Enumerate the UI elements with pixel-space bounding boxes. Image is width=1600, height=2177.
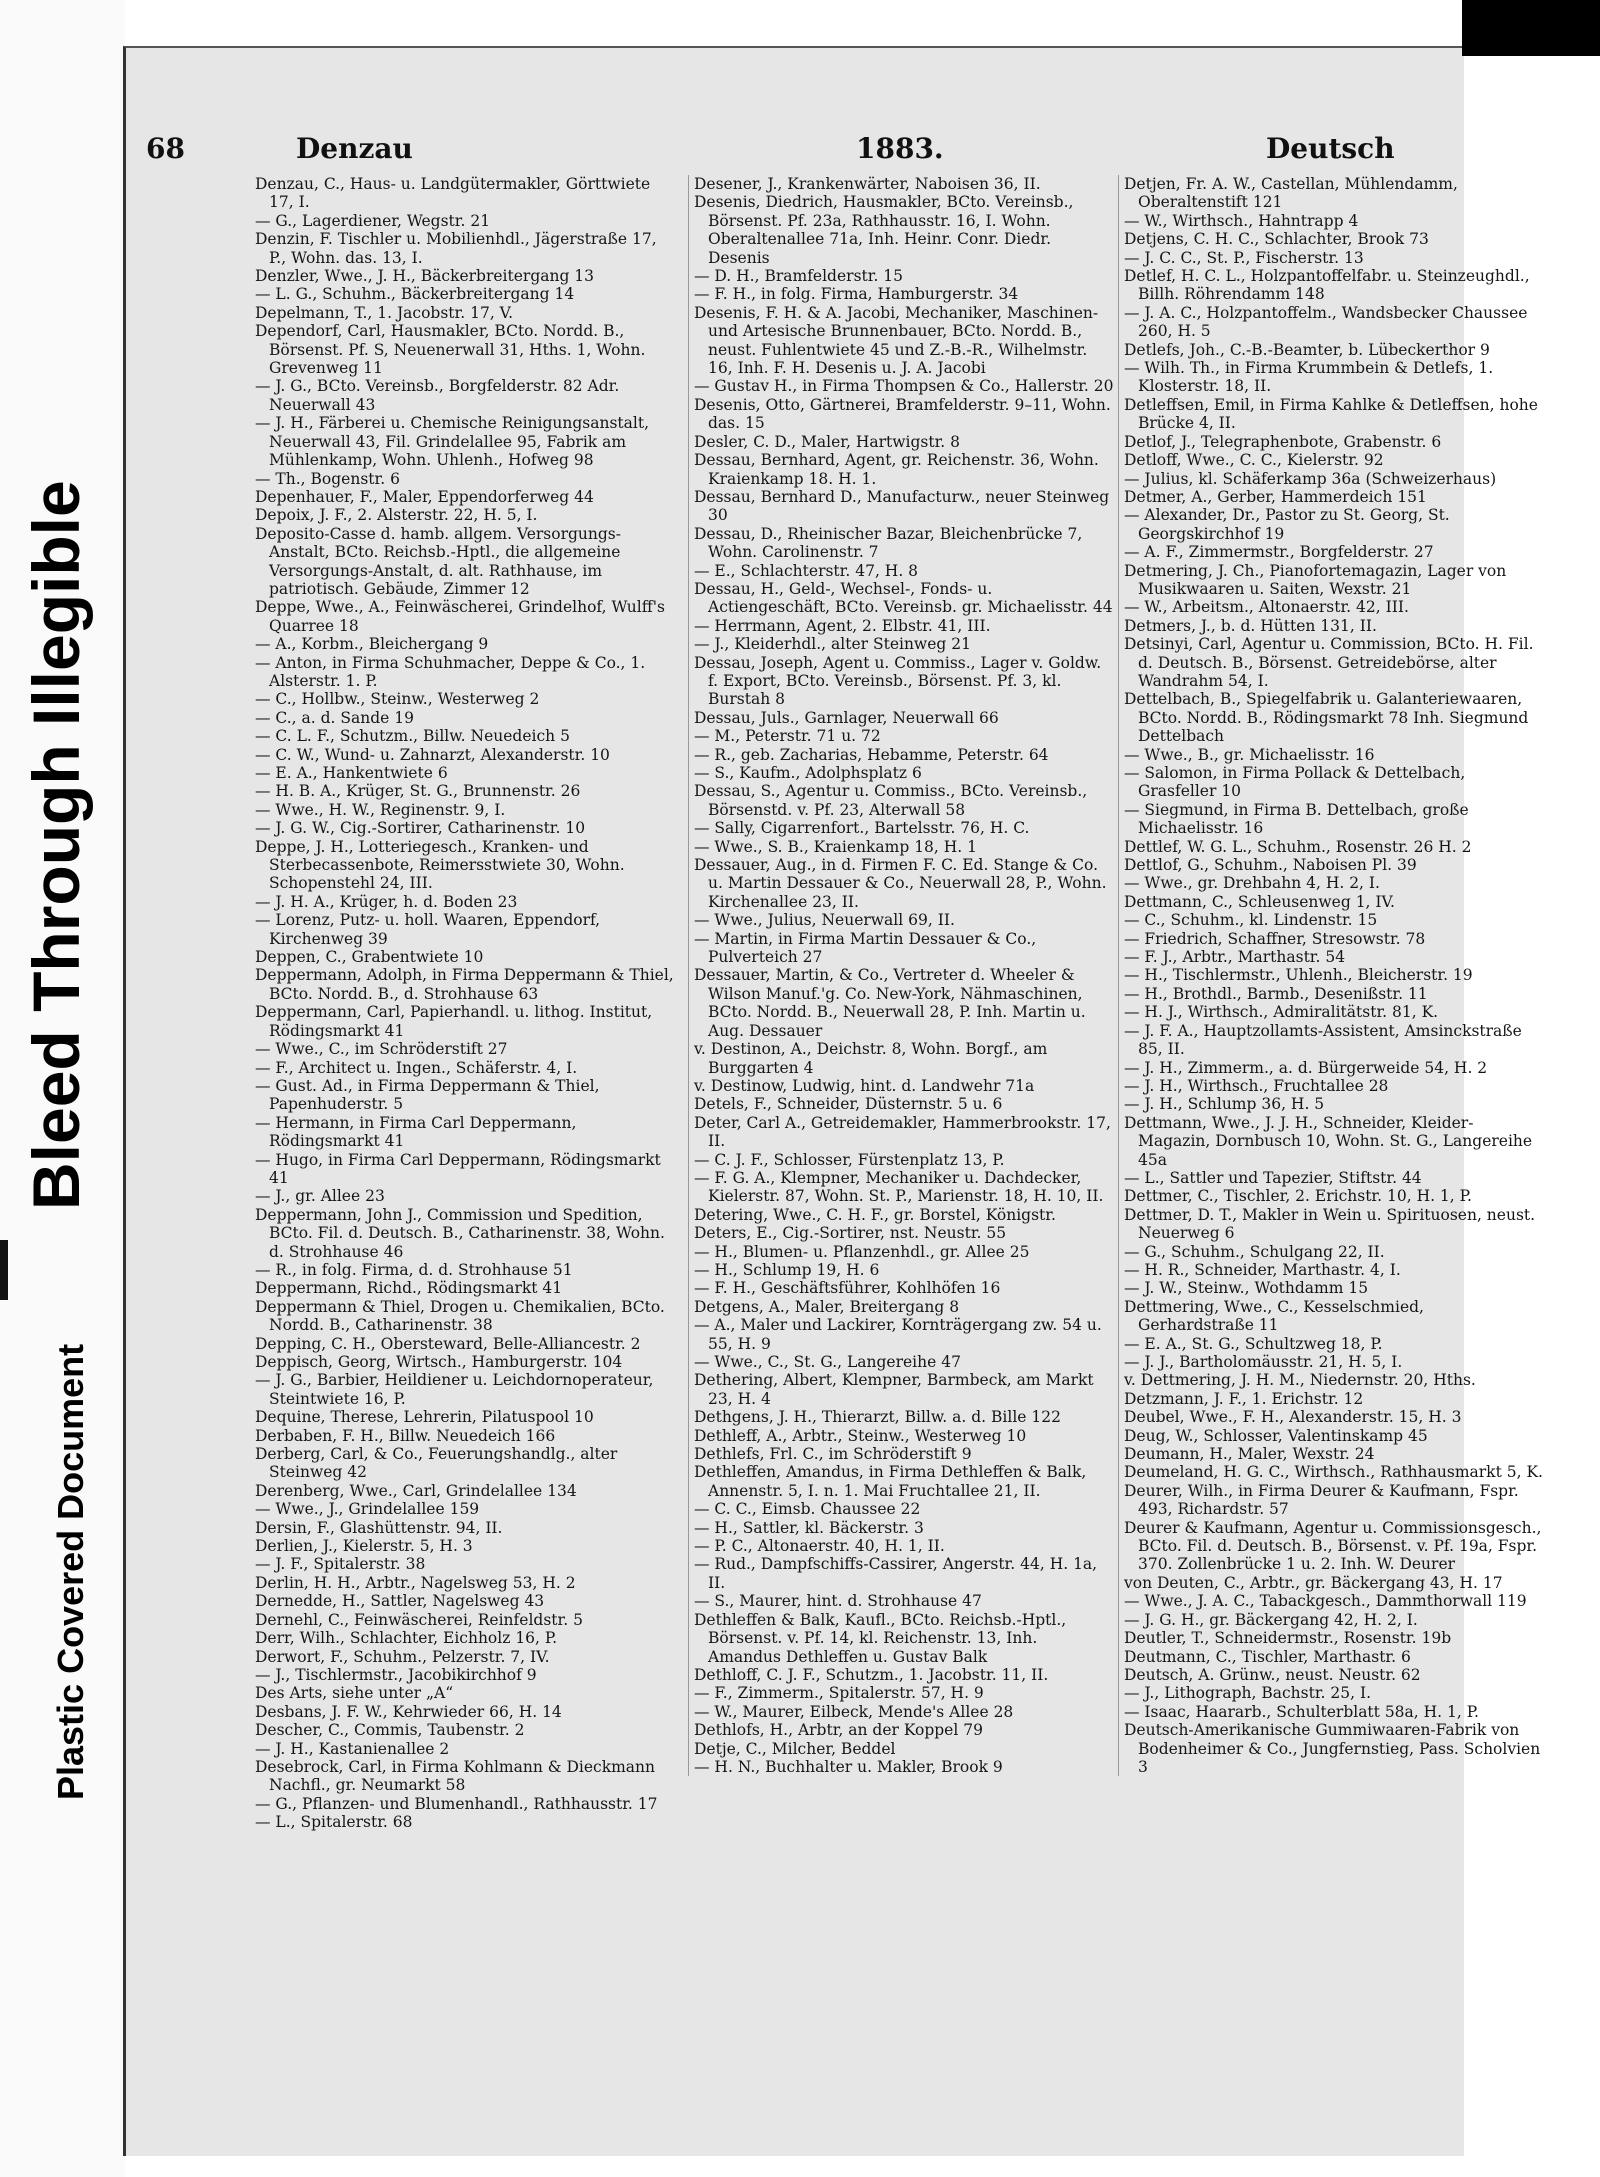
directory-entry: Detlof, J., Telegraphenbote, Grabenstr. 6 bbox=[1124, 432, 1442, 451]
directory-entry: — Wwe., Julius, Neuerwall 69, II. bbox=[694, 911, 955, 930]
directory-entry: Dethloff, C. J. F., Schutzm., 1. Jacobstr. 11, II. bbox=[694, 1665, 1049, 1684]
directory-entry: — D. H., Bramfelderstr. 15 bbox=[694, 267, 904, 286]
directory-entry: — Wwe., gr. Drehbahn 4, H. 2, I. bbox=[1124, 874, 1380, 893]
directory-entry: — W., Maurer, Eilbeck, Mende's Allee 28 bbox=[694, 1702, 1014, 1721]
directory-entry: Desener, J., Krankenwärter, Naboisen 36, II. bbox=[694, 175, 1041, 193]
directory-entry: — C. C., Eimsb. Chaussee 22 bbox=[694, 1500, 921, 1519]
directory-entry: — H., Blumen- u. Pflanzenhdl., gr. Allee 25 bbox=[694, 1242, 1030, 1261]
directory-entry: Desebrock, Carl, in Firma Kohlmann & Dieckmann Nachfl., gr. Neumarkt 58 bbox=[255, 1757, 656, 1795]
directory-entry: Desenis, Otto, Gärtnerei, Bramfelderstr. 9–11, Wohn. das. 15 bbox=[694, 395, 1111, 433]
directory-entry: — L. G., Schuhm., Bäckerbreitergang 14 bbox=[255, 285, 575, 304]
directory-entry: — C. J. F., Schlosser, Fürstenplatz 13, P. bbox=[694, 1150, 1005, 1169]
plastic-covered-label: Plastic Covered Document bbox=[50, 1343, 91, 1800]
directory-entry: Detels, F., Schneider, Düsternstr. 5 u. 6 bbox=[694, 1095, 1003, 1114]
directory-entry: v. Destinon, A., Deichstr. 8, Wohn. Borgf., am Burggarten 4 bbox=[694, 1040, 1048, 1077]
directory-entry: — J. F., Spitalerstr. 38 bbox=[255, 1555, 426, 1574]
directory-entry: — C., Hollbw., Steinw., Westerweg 2 bbox=[255, 690, 540, 709]
directory-entry: — R., geb. Zacharias, Hebamme, Peterstr. 64 bbox=[694, 745, 1049, 764]
directory-entry: Dethleffen & Balk, Kaufl., BCto. Reichsb.-Hptl., Börsenst. v. Pf. 14, kl. Reichenstr. 13, Inh. Amandus Dethleffen u. Gustav Balk bbox=[694, 1610, 1067, 1666]
directory-entry: Dettlof, G., Schuhm., Naboisen Pl. 39 bbox=[1124, 856, 1417, 875]
directory-entry: Denzler, Wwe., J. H., Bäckerbreitergang 13 bbox=[255, 267, 595, 286]
directory-entry: — F. G. A., Klempner, Mechaniker u. Dachdecker, Kielerstr. 87, Wohn. St. P., Marienstr. 18, H. 10, II. bbox=[694, 1168, 1104, 1206]
header-year: 1883. bbox=[856, 132, 944, 165]
directory-entry: — S., Maurer, hint. d. Strohhause 47 bbox=[694, 1592, 982, 1611]
directory-entry: Desbans, J. F. W., Kehrwieder 66, H. 14 bbox=[255, 1702, 562, 1721]
directory-entry: — Wwe., S. B., Kraienkamp 18, H. 1 bbox=[694, 837, 978, 856]
directory-entry: Detjen, Fr. A. W., Castellan, Mühlendamm, Oberaltenstift 121 bbox=[1124, 175, 1458, 212]
directory-entry: — Wwe., J., Grindelallee 159 bbox=[255, 1500, 480, 1519]
directory-entry: — Wwe., J. A. C., Tabackgesch., Dammthorwall 119 bbox=[1124, 1592, 1527, 1611]
directory-entry: — R., in folg. Firma, d. d. Strohhause 51 bbox=[255, 1260, 573, 1279]
directory-entry: Deppisch, Georg, Wirtsch., Hamburgerstr. 104 bbox=[255, 1353, 623, 1371]
directory-entry: Dernedde, H., Sattler, Nagelsweg 43 bbox=[255, 1592, 545, 1611]
directory-entry: — Wwe., B., gr. Michaelisstr. 16 bbox=[1124, 745, 1375, 764]
column-1 bbox=[255, 175, 675, 1832]
directory-entry: von Deuten, C., Arbtr., gr. Bäckergang 43, H. 17 bbox=[1124, 1573, 1503, 1592]
directory-entry: — L., Sattler und Tapezier, Stiftstr. 44 bbox=[1124, 1168, 1422, 1187]
directory-entry: — W., Wirthsch., Hahntrapp 4 bbox=[1124, 211, 1359, 230]
directory-entry: — E., Schlachterstr. 47, H. 8 bbox=[694, 561, 919, 580]
directory-entry: Dessau, H., Geld-, Wechsel-, Fonds- u. Actiengeschäft, BCto. Vereinsb. gr. Michaelisstr. 44 bbox=[694, 579, 1113, 617]
directory-entry: Derwort, F., Schuhm., Pelzerstr. 7, IV. bbox=[255, 1647, 550, 1666]
directory-entry: — J. G. H., gr. Bäckergang 42, H. 2, I. bbox=[1124, 1610, 1418, 1629]
directory-entry: Derberg, Carl, & Co., Feuerungshandlg., alter Steinweg 42 bbox=[255, 1445, 618, 1482]
directory-entry: Depenhauer, F., Maler, Eppendorferweg 44 bbox=[255, 487, 594, 506]
directory-entry: — H. J., Wirthsch., Admiralitätstr. 81, K. bbox=[1124, 1003, 1439, 1022]
directory-entry: — A., Maler und Lackirer, Kornträgergang zw. 54 u. 55, H. 9 bbox=[694, 1316, 1102, 1353]
directory-entry: Deppermann, Carl, Papierhandl. u. lithog. Institut, Rödingsmarkt 41 bbox=[255, 1003, 653, 1040]
directory-entry: — E. A., St. G., Schultzweg 18, P. bbox=[1124, 1334, 1383, 1353]
directory-entry: Desler, C. D., Maler, Hartwigstr. 8 bbox=[694, 432, 961, 451]
column-3 bbox=[1118, 175, 1544, 1776]
directory-entry: Detering, Wwe., C. H. F., gr. Borstel, Königstr. bbox=[694, 1205, 1056, 1224]
directory-entry: Deug, W., Schlosser, Valentinskamp 45 bbox=[1124, 1426, 1428, 1445]
directory-entry: — C., a. d. Sande 19 bbox=[255, 708, 414, 727]
directory-entry: Detzmann, J. F., 1. Erichstr. 12 bbox=[1124, 1389, 1364, 1408]
directory-entry: — E. A., Hankentwiete 6 bbox=[255, 764, 448, 782]
directory-entry: Dependorf, Carl, Hausmakler, BCto. Nordd. B., Börsenst. Pf. S, Neuenerwall 31, Hths. 1, Wohn. Grevenweg 11 bbox=[255, 322, 646, 378]
header-first-name: Denzau bbox=[296, 132, 413, 165]
vertical-labels bbox=[0, 0, 125, 2177]
directory-entry: — G., Lagerdiener, Wegstr. 21 bbox=[255, 211, 491, 230]
directory-entry: — G., Schuhm., Schulgang 22, II. bbox=[1124, 1242, 1385, 1261]
directory-entry: Detjens, C. H. C., Schlachter, Brook 73 bbox=[1124, 230, 1429, 249]
directory-entry: Deppe, Wwe., A., Feinwäscherei, Grindelhof, Wulff's Quarree 18 bbox=[255, 598, 665, 635]
directory-entry: — Julius, kl. Schäferkamp 36a (Schweizerhaus) bbox=[1124, 469, 1497, 488]
directory-entry: — F. H., in folg. Firma, Hamburgerstr. 34 bbox=[694, 285, 1019, 304]
directory-entry: Deter, Carl A., Getreidemakler, Hammerbrookstr. 17, II. bbox=[694, 1113, 1111, 1151]
directory-entry: Deutsch-Amerikanische Gummiwaaren-Fabrik von Bodenheimer & Co., Jungfernstieg, Pass. Scholvien 3 bbox=[1124, 1721, 1541, 1776]
directory-entry: — Lorenz, Putz- u. holl. Waaren, Eppendorf, Kirchenweg 39 bbox=[255, 911, 601, 948]
directory-entry: Dettmer, D. T., Makler in Wein u. Spirituosen, neust. Neuerweg 6 bbox=[1124, 1205, 1536, 1243]
directory-entry: — J. G., BCto. Vereinsb., Borgfelderstr. 82 Adr. Neuerwall 43 bbox=[255, 377, 620, 414]
directory-entry: — F. H., Geschäftsführer, Kohlhöfen 16 bbox=[694, 1279, 1001, 1298]
directory-entry: Dessau, S., Agentur u. Commiss., BCto. Vereinsb., Börsenstd. v. Pf. 23, Alterwall 58 bbox=[694, 782, 1088, 819]
directory-entry: v. Destinow, Ludwig, hint. d. Landwehr 71a bbox=[694, 1076, 1035, 1095]
directory-entry: Deumeland, H. G. C., Wirthsch., Rathhausmarkt 5, K. bbox=[1124, 1463, 1543, 1482]
directory-entry: Deubel, Wwe., F. H., Alexanderstr. 15, H. 3 bbox=[1124, 1408, 1462, 1427]
directory-entry: — Hugo, in Firma Carl Deppermann, Rödingsmarkt 41 bbox=[255, 1150, 661, 1187]
directory-entry: Detsinyi, Carl, Agentur u. Commission, BCto. H. Fil. d. Deutsch. B., Börsenst. Getreidebörse, alter Wandrahm 54, I. bbox=[1124, 635, 1534, 690]
directory-entry: Deutsch, A. Grünw., neust. Neustr. 62 bbox=[1124, 1665, 1421, 1684]
directory-entry: Depoix, J. F., 2. Alsterstr. 22, H. 5, I. bbox=[255, 506, 538, 525]
directory-entry: — F. J., Arbtr., Marthastr. 54 bbox=[1124, 948, 1346, 967]
directory-entry: — J. A. C., Holzpantoffelm., Wandsbecker Chaussee 260, H. 5 bbox=[1124, 303, 1528, 341]
directory-entry: Des Arts, siehe unter „A“ bbox=[255, 1684, 454, 1703]
directory-entry: — J., gr. Allee 23 bbox=[255, 1187, 385, 1206]
directory-entry: Detgens, A., Maler, Breitergang 8 bbox=[694, 1297, 960, 1316]
directory-entry: — F., Architect u. Ingen., Schäferstr. 4, I. bbox=[255, 1058, 578, 1077]
directory-entry: — H. N., Buchhalter u. Makler, Brook 9 bbox=[694, 1757, 1003, 1776]
directory-entry: — J. W., Steinw., Wothdamm 15 bbox=[1124, 1279, 1369, 1298]
directory-entry: Dettlef, W. G. L., Schuhm., Rosenstr. 26 H. 2 bbox=[1124, 837, 1472, 856]
directory-entry: — Hermann, in Firma Carl Deppermann, Rödingsmarkt 41 bbox=[255, 1113, 577, 1151]
directory-entry: Deumann, H., Maler, Wexstr. 24 bbox=[1124, 1445, 1375, 1464]
directory-entry: Dethlefs, Frl. C., im Schröderstift 9 bbox=[694, 1445, 972, 1464]
directory-entry: — Wwe., C., St. G., Langereihe 47 bbox=[694, 1353, 961, 1371]
directory-entry: — J. G., Barbier, Heildiener u. Leichdornoperateur, Steintwiete 16, P. bbox=[255, 1371, 654, 1408]
directory-entry: — J. G. W., Cig.-Sortirer, Catharinenstr. 10 bbox=[255, 819, 586, 838]
directory-entry: — J. H., Zimmerm., a. d. Bürgerweide 54, H. 2 bbox=[1124, 1058, 1488, 1077]
directory-entry: — Isaac, Haararb., Schulterblatt 58a, H. 1, P. bbox=[1124, 1702, 1479, 1721]
directory-entry: — Siegmund, in Firma B. Dettelbach, große Michaelisstr. 16 bbox=[1124, 800, 1469, 838]
column-2 bbox=[688, 175, 1114, 1776]
directory-entry: — P. C., Altonaerstr. 40, H. 1, II. bbox=[694, 1537, 945, 1556]
directory-entry: Detmering, J. Ch., Pianofortemagazin, Lager von Musikwaaren u. Saiten, Wexstr. 21 bbox=[1124, 561, 1507, 598]
directory-entry: — J., Tischlermstr., Jacobikirchhof 9 bbox=[255, 1665, 537, 1684]
directory-entry: — Wwe., H. W., Reginenstr. 9, I. bbox=[255, 800, 506, 819]
directory-entry: — A. F., Zimmermstr., Borgfelderstr. 27 bbox=[1124, 543, 1434, 562]
directory-entry: Dettelbach, B., Spiegelfabrik u. Galanteriewaaren, BCto. Nordd. B., Rödingsmarkt 78 Inh. Siegmund Dettelbach bbox=[1124, 690, 1529, 746]
directory-entry: Detje, C., Milcher, Beddel bbox=[694, 1739, 896, 1758]
directory-entry: Derbaben, F. H., Billw. Neuedeich 166 bbox=[255, 1426, 556, 1445]
directory-entry: — J. F. A., Hauptzollamts-Assistent, Amsinckstraße 85, II. bbox=[1124, 1021, 1522, 1059]
directory-entry: Deppermann & Thiel, Drogen u. Chemikalien, BCto. Nordd. B., Catharinenstr. 38 bbox=[255, 1297, 665, 1335]
black-corner bbox=[1462, 0, 1600, 56]
directory-entry: — C., Schuhm., kl. Lindenstr. 15 bbox=[1124, 911, 1378, 930]
directory-entry: — Wwe., C., im Schröderstift 27 bbox=[255, 1040, 508, 1059]
directory-entry: Dequine, Therese, Lehrerin, Pilatuspool 10 bbox=[255, 1408, 594, 1427]
directory-entry: — C. L. F., Schutzm., Billw. Neuedeich 5 bbox=[255, 727, 570, 746]
directory-entry: Dessauer, Martin, & Co., Vertreter d. Wheeler & Wilson Manuf.'g. Co. New-York, Nähmaschinen, BCto. Nordd. B., Neuerwall 28, P. Inh. Martin u. Aug. Dessauer bbox=[694, 966, 1086, 1040]
directory-entry: — J. C. C., St. P., Fischerstr. 13 bbox=[1124, 248, 1364, 267]
directory-entry: — W., Arbeitsm., Altonaerstr. 42, III. bbox=[1124, 598, 1409, 617]
directory-entry: Derlien, J., Kielerstr. 5, H. 3 bbox=[255, 1537, 473, 1556]
directory-entry: Detmer, A., Gerber, Hammerdeich 151 bbox=[1124, 487, 1427, 506]
directory-entry: Deters, E., Cig.-Sortirer, nst. Neustr. 55 bbox=[694, 1224, 1007, 1243]
directory-entry: — H., Brothdl., Barmb., Desenißstr. 11 bbox=[1124, 984, 1428, 1003]
directory-entry: — H., Sattler, kl. Bäckerstr. 3 bbox=[694, 1518, 924, 1537]
directory-entry: Depping, C. H., Obersteward, Belle-Alliancestr. 2 bbox=[255, 1334, 641, 1353]
directory-entry: Dettmann, Wwe., J. J. H., Schneider, Kleider-Magazin, Dornbusch 10, Wohn. St. G., Langereihe 45a bbox=[1124, 1113, 1533, 1169]
directory-entry: Dessauer, Aug., in d. Firmen F. C. Ed. Stange & Co. u. Martin Dessauer & Co., Neuerwall 28, P., Wohn. Kirchenallee 23, II. bbox=[694, 856, 1107, 911]
directory-entry: — L., Spitalerstr. 68 bbox=[255, 1813, 413, 1832]
page-header bbox=[146, 132, 1395, 172]
directory-entry: — J. J., Bartholomäusstr. 21, H. 5, I. bbox=[1124, 1353, 1403, 1371]
directory-entry: — J., Kleiderhdl., alter Steinweg 21 bbox=[694, 635, 971, 654]
directory-entry: Dethgens, J. H., Thierarzt, Billw. a. d. Bille 122 bbox=[694, 1408, 1061, 1427]
directory-entry: — S., Kaufm., Adolphsplatz 6 bbox=[694, 764, 922, 782]
directory-entry: Dethleff, A., Arbtr., Steinw., Westerweg 10 bbox=[694, 1426, 1027, 1445]
directory-entry: — M., Peterstr. 71 u. 72 bbox=[694, 727, 881, 746]
directory-entry: Deppermann, Adolph, in Firma Deppermann & Thiel, BCto. Nordd. B., d. Strohhause 63 bbox=[255, 966, 674, 1003]
directory-entry: — H. R., Schneider, Marthastr. 4, I. bbox=[1124, 1260, 1401, 1279]
directory-entry: — Gust. Ad., in Firma Deppermann & Thiel, Papenhuderstr. 5 bbox=[255, 1076, 600, 1114]
directory-entry: Dethering, Albert, Klempner, Barmbeck, am Markt 23, H. 4 bbox=[694, 1371, 1094, 1408]
directory-entry: Deutler, T., Schneidermstr., Rosenstr. 19b bbox=[1124, 1629, 1452, 1648]
directory-entry: — J. H., Färberei u. Chemische Reinigungsanstalt, Neuerwall 43, Fil. Grindelallee 95, Fabrik am Mühlenkamp, Wohn. Uhlenh., Hofweg 98 bbox=[255, 414, 649, 470]
directory-entry: Desenis, F. H. & A. Jacobi, Mechaniker, Maschinen- und Artesische Brunnenbauer, BCto. Nordd. B., neust. Fuhlentwiete 45 und Z.-B.-R., Wilhelmstr. 16, Inh. F. H. Desenis u. J. A. Jacobi bbox=[694, 303, 1099, 378]
directory-entry: Dessau, Bernhard D., Manufacturw., neuer Steinweg 30 bbox=[694, 487, 1110, 525]
directory-entry: — Sally, Cigarrenfort., Bartelsstr. 76, H. C. bbox=[694, 819, 1030, 838]
directory-entry: Dernehl, C., Feinwäscherei, Reinfeldstr. 5 bbox=[255, 1610, 583, 1629]
directory-entry: Dettmann, C., Schleusenweg 1, IV. bbox=[1124, 892, 1395, 911]
directory-entry: — J., Lithograph, Bachstr. 25, I. bbox=[1124, 1684, 1372, 1703]
directory-entry: Dettmer, C., Tischler, 2. Erichstr. 10, H. 1, P. bbox=[1124, 1187, 1472, 1206]
directory-entry: Derlin, H. H., Arbtr., Nagelsweg 53, H. 2 bbox=[255, 1573, 576, 1592]
directory-entry: Dettmering, Wwe., C., Kesselschmied, Gerhardstraße 11 bbox=[1124, 1297, 1424, 1335]
directory-entry: Detleffsen, Emil, in Firma Kahlke & Detleffsen, hohe Brücke 4, II. bbox=[1124, 395, 1538, 433]
directory-entry: Dessau, Joseph, Agent u. Commiss., Lager v. Goldw. f. Export, BCto. Vereinsb., Börsenst. Pf. 3, kl. Burstah 8 bbox=[694, 653, 1102, 709]
directory-entry: Dessau, Bernhard, Agent, gr. Reichenstr. 36, Wohn. Kraienkamp 18. H. 1. bbox=[694, 451, 1099, 488]
directory-entry: — Gustav H., in Firma Thompsen & Co., Hallerstr. 20 bbox=[694, 377, 1114, 396]
header-last-name: Deutsch bbox=[1266, 132, 1395, 165]
directory-entry: — Wilh. Th., in Firma Krummbein & Detlefs, 1. Klosterstr. 18, II. bbox=[1124, 359, 1494, 396]
directory-entry: Deutmann, C., Tischler, Marthastr. 6 bbox=[1124, 1647, 1411, 1666]
directory-entry: Detlefs, Joh., C.-B.-Beamter, b. Lübeckerthor 9 bbox=[1124, 340, 1490, 359]
directory-entry: Depelmann, T., 1. Jacobstr. 17, V. bbox=[255, 303, 514, 322]
directory-entry: — G., Pflanzen- und Blumenhandl., Rathhausstr. 17 bbox=[255, 1794, 658, 1813]
directory-entry: Denzau, C., Haus- u. Landgütermakler, Görttwiete 17, I. bbox=[255, 175, 651, 212]
directory-entry: — Martin, in Firma Martin Dessauer & Co., Pulverteich 27 bbox=[694, 929, 1037, 967]
directory-entry: Deppe, J. H., Lotteriegesch., Kranken- und Sterbecassenbote, Reimersstwiete 30, Wohn. Schopenstehl 24, III. bbox=[255, 837, 625, 893]
directory-entry: Denzin, F. Tischler u. Mobilienhdl., Jägerstraße 17, P., Wohn. das. 13, I. bbox=[255, 230, 657, 267]
directory-entry: Deppen, C., Grabentwiete 10 bbox=[255, 948, 484, 967]
directory-entry: — J. H. A., Krüger, h. d. Boden 23 bbox=[255, 892, 518, 911]
directory-entry: — Alexander, Dr., Pastor zu St. Georg, St. Georgskirchhof 19 bbox=[1124, 506, 1450, 543]
directory-entry: Desenis, Diedrich, Hausmakler, BCto. Vereinsb., Börsenst. Pf. 23a, Rathhausstr. 16, I. Wohn. Oberaltenallee 71a, Inh. Heinr. Conr. Diedr. Desenis bbox=[694, 193, 1074, 267]
directory-entry: — A., Korbm., Bleichergang 9 bbox=[255, 635, 489, 654]
directory-entry: Deurer, Wilh., in Firma Deurer & Kaufmann, Fspr. 493, Richardstr. 57 bbox=[1124, 1481, 1519, 1519]
directory-entry: — H., Tischlermstr., Uhlenh., Bleicherstr. 19 bbox=[1124, 966, 1473, 985]
directory-entry: Dessau, Juls., Garnlager, Neuerwall 66 bbox=[694, 708, 999, 727]
directory-entry: Dersin, F., Glashüttenstr. 94, II. bbox=[255, 1518, 503, 1537]
directory-entry: Deppermann, Richd., Rödingsmarkt 41 bbox=[255, 1279, 563, 1298]
directory-entry: — H., Schlump 19, H. 6 bbox=[694, 1260, 880, 1279]
directory-entry: Detmers, J., b. d. Hütten 131, II. bbox=[1124, 616, 1377, 635]
directory-entry: — J. H., Kastanienallee 2 bbox=[255, 1739, 450, 1758]
directory-entry: — J. H., Schlump 36, H. 5 bbox=[1124, 1095, 1325, 1114]
directory-entry: Derr, Wilh., Schlachter, Eichholz 16, P. bbox=[255, 1629, 558, 1648]
directory-entry: Deurer & Kaufmann, Agentur u. Commissionsgesch., BCto. Fil. d. Deutsch. B., Börsenst. v. Pf. 19a, Fspr. 370. Zollenbrücke 1 u. 2. Inh. W. Deurer bbox=[1124, 1518, 1542, 1574]
directory-entry: — Salomon, in Firma Pollack & Dettelbach, Grasfeller 10 bbox=[1124, 764, 1466, 801]
directory-entry: — Herrmann, Agent, 2. Elbstr. 41, III. bbox=[694, 616, 991, 635]
directory-entry: — F., Zimmerm., Spitalerstr. 57, H. 9 bbox=[694, 1684, 984, 1703]
bleed-through-label: Bleed Through Illegible bbox=[19, 480, 93, 1210]
directory-entry: — Rud., Dampfschiffs-Cassirer, Angerstr. 44, H. 1a, II. bbox=[694, 1555, 1098, 1592]
directory-entry: Descher, C., Commis, Taubenstr. 2 bbox=[255, 1721, 525, 1740]
directory-entry: v. Dettmering, J. H. M., Niedernstr. 20, Hths. bbox=[1124, 1371, 1476, 1390]
directory-entry: — Th., Bogenstr. 6 bbox=[255, 469, 400, 488]
directory-entry: — C. W., Wund- u. Zahnarzt, Alexanderstr. 10 bbox=[255, 745, 610, 764]
directory-entry: — Friedrich, Schaffner, Stresowstr. 78 bbox=[1124, 929, 1426, 948]
directory-entry: — Anton, in Firma Schuhmacher, Deppe & Co., 1. Alsterstr. 1. P. bbox=[255, 653, 646, 690]
directory-entry: Derenberg, Wwe., Carl, Grindelallee 134 bbox=[255, 1481, 577, 1500]
directory-entry: Detlef, H. C. L., Holzpantoffelfabr. u. Steinzeughdl., Billh. Röhrendamm 148 bbox=[1124, 267, 1530, 304]
directory-entry: Detloff, Wwe., C. C., Kielerstr. 92 bbox=[1124, 451, 1384, 470]
directory-entry: Deposito-Casse d. hamb. allgem. Versorgungs-Anstalt, BCto. Reichsb.-Hptl., die allgemeine Versorgungs-Anstalt, d. alt. Rathhause, im patriotisch. Gebäude, Zimmer 12 bbox=[255, 524, 621, 598]
directory-entry: — H. B. A., Krüger, St. G., Brunnenstr. 26 bbox=[255, 782, 581, 801]
directory-entry: Dessau, D., Rheinischer Bazar, Bleichenbrücke 7, Wohn. Carolinenstr. 7 bbox=[694, 524, 1083, 562]
page-number: 68 bbox=[146, 132, 185, 165]
directory-entry: Dethleffen, Amandus, in Firma Dethleffen & Balk, Annenstr. 5, I. n. 1. Mai Fruchtallee 21, II. bbox=[694, 1463, 1087, 1500]
directory-entry: — J. H., Wirthsch., Fruchtallee 28 bbox=[1124, 1076, 1389, 1095]
directory-entry: Deppermann, John J., Commission und Spedition, BCto. Fil. d. Deutsch. B., Catharinenstr. 38, Wohn. d. Strohhause 46 bbox=[255, 1205, 665, 1261]
directory-entry: Dethlofs, H., Arbtr, an der Koppel 79 bbox=[694, 1721, 983, 1740]
